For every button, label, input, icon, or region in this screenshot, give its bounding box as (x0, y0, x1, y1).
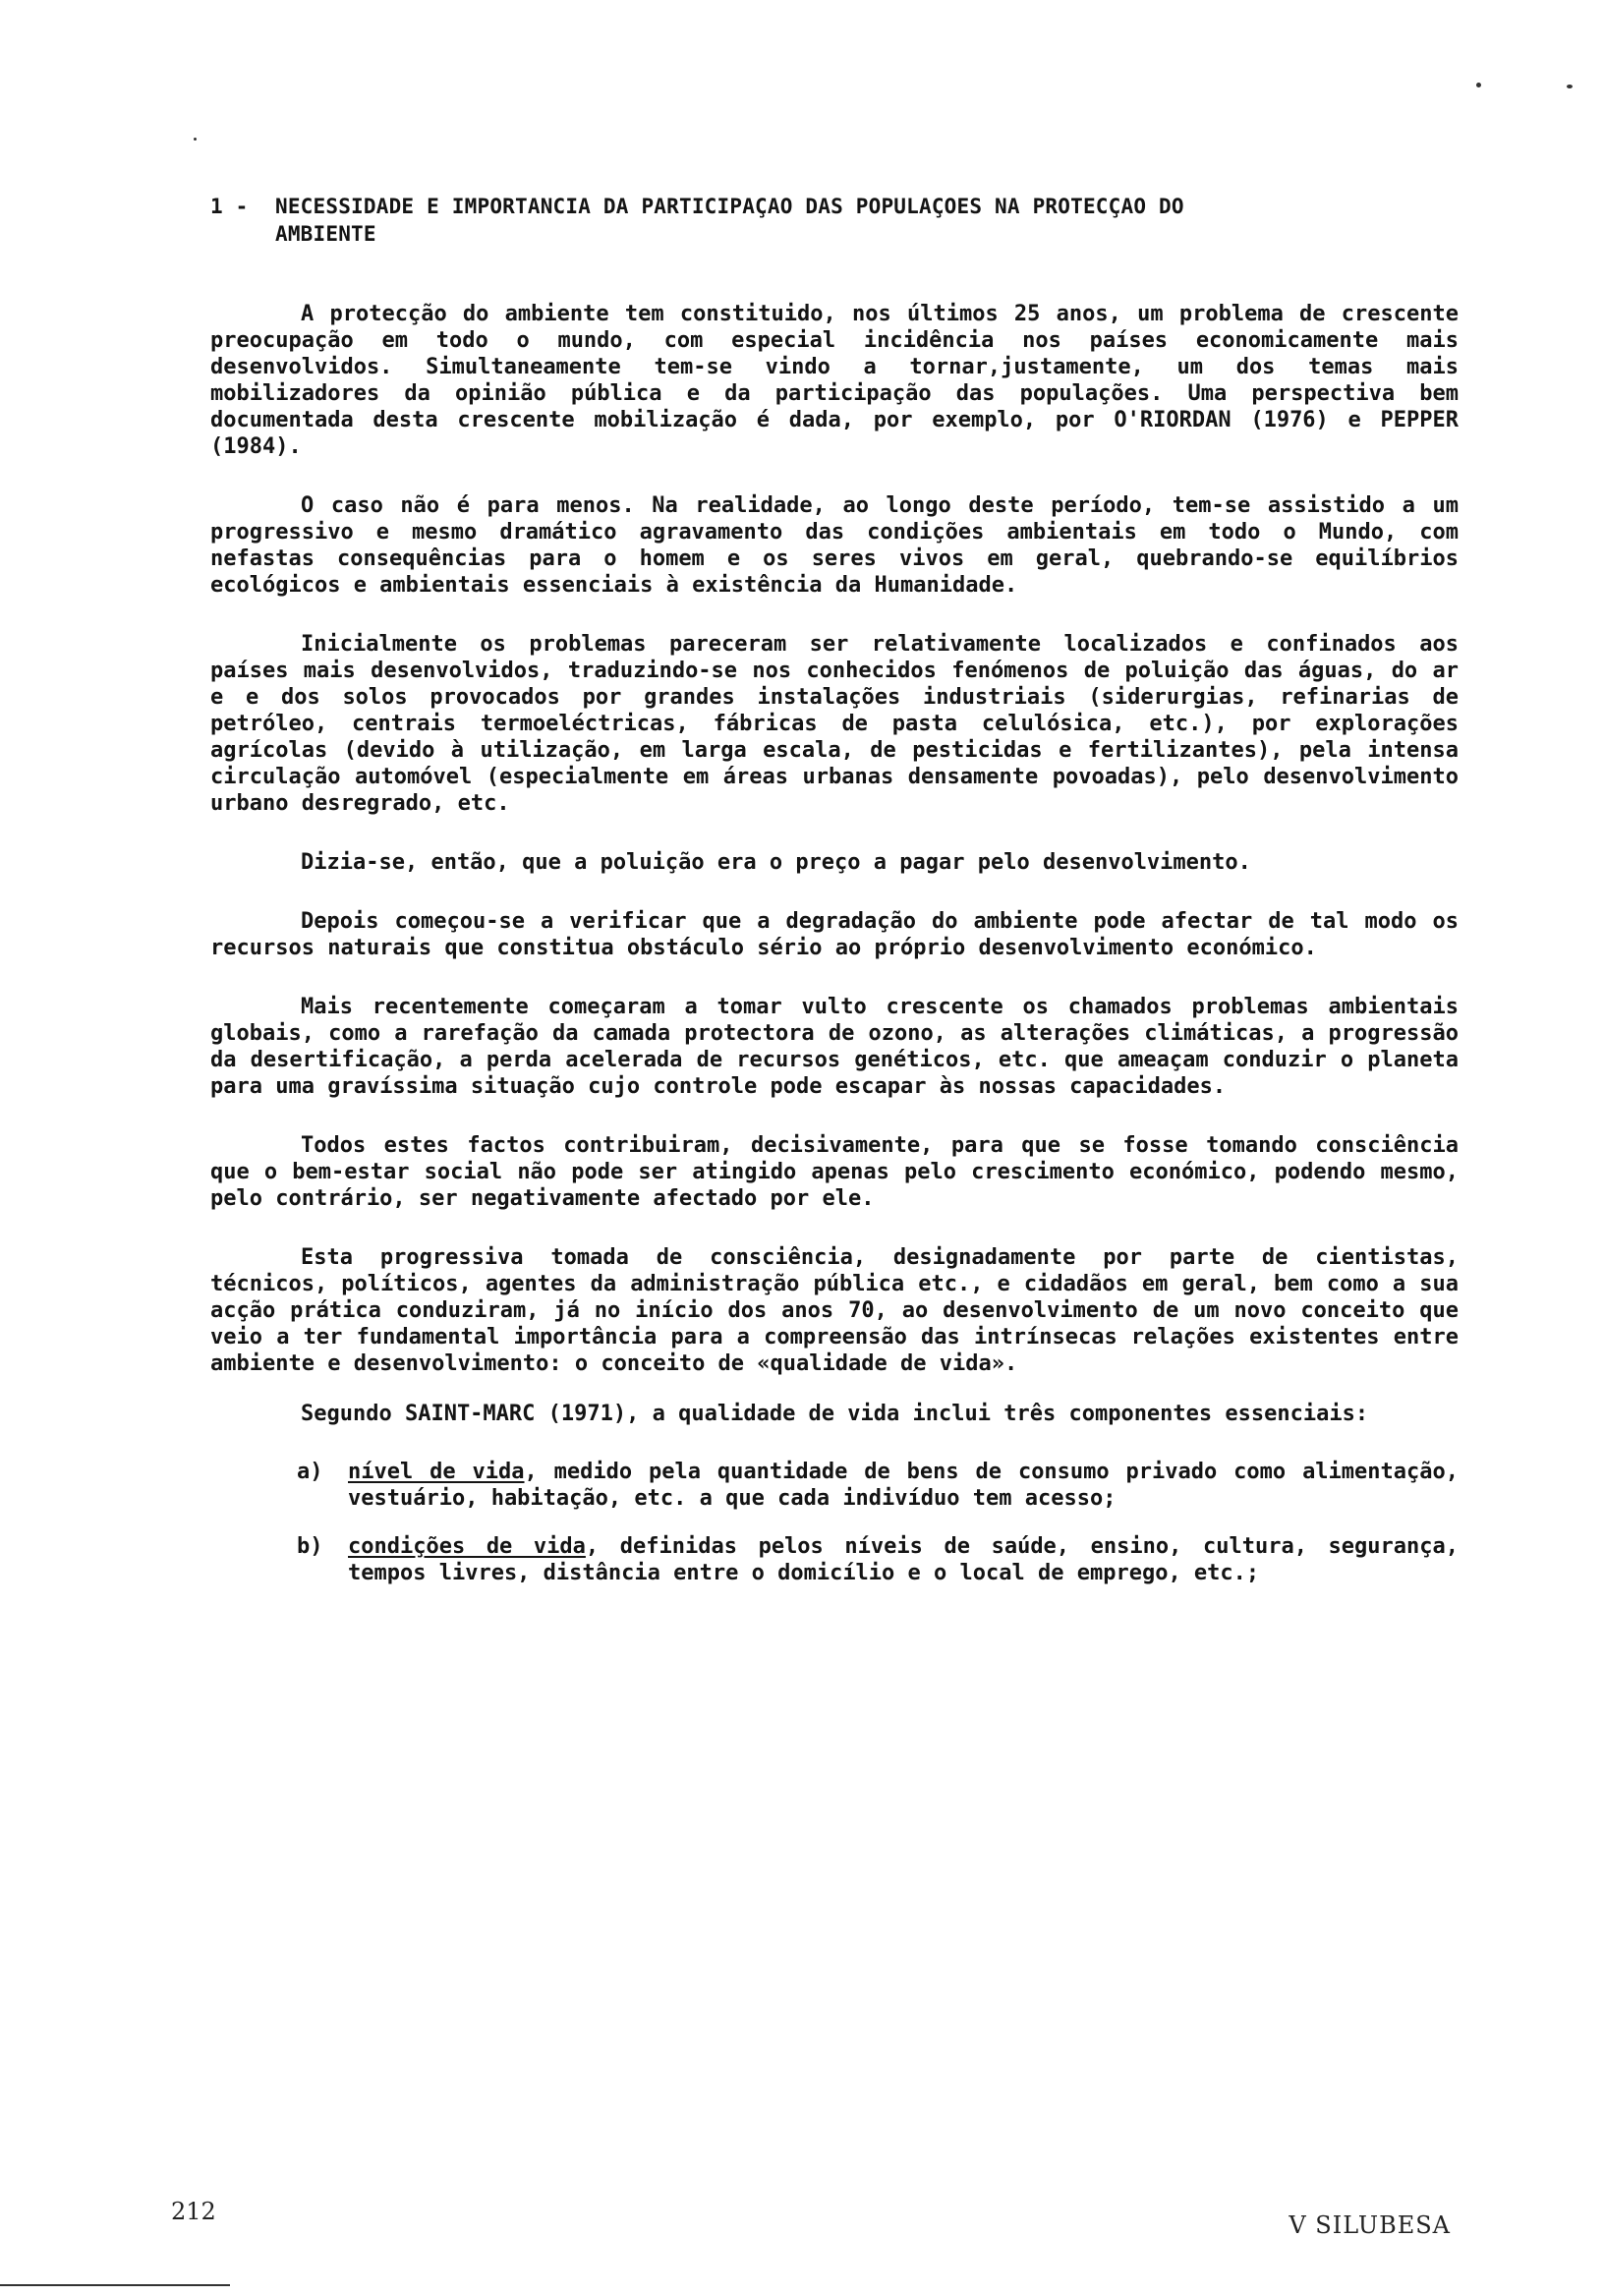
paragraph: Segundo SAINT-MARC (1971), a qualidade de vida inclui três componentes essenciais: (301, 1402, 1369, 1426)
list-term: condições de vida (348, 1534, 586, 1559)
paragraph: Mais recentemente começaram a tomar vulto crescente os chamados problemas ambientais globais, como a rarefação da camada protectora de ozono, as alterações climáticas, a progressão da desertificação, a perda acelerada de recursos genéticos, etc. que ameaçam conduzir o planeta para uma gravíssima situação cujo controle pode escapar às nossas capacidades. (210, 995, 1459, 1099)
section-title-line-2: AMBIENTE (275, 222, 376, 246)
list-item-content (348, 1459, 1459, 1512)
list-term: nível de vida (348, 1460, 525, 1484)
section-number: 1 - (210, 195, 249, 218)
paragraph: Esta progressiva tomada de consciência, designadamente por parte de cientistas, técnicos, políticos, agentes da administração pública etc., e cidadãos em geral, bem como a sua acção prática conduziram, já no início dos anos 70, ao desenvolvimento de um novo conceito que veio a ter fundamental importância para a compreensão das intrínsecas relações existentes entre ambiente e desenvolvimento: o conceito de «qualidade de vida». (210, 1245, 1459, 1376)
scan-speck (194, 138, 197, 141)
paragraph: Dizia-se, então, que a poluição era o preço a pagar pelo desenvolvimento. (301, 850, 1251, 875)
paragraph: O caso não é para menos. Na realidade, ao longo deste período, tem-se assistido a um progressivo e mesmo dramático agravamento das condições ambientais em todo o Mundo, com nefastas consequências para o homem e os seres vivos em geral, quebrando-se equilíbrios ecológicos e ambientais essenciais à existência da Humanidade. (210, 493, 1459, 598)
paragraph: A protecção do ambiente tem constituido, nos últimos 25 anos, um problema de crescente preocupação em todo o mundo, com especial incidência nos países economicamente mais desenvolvidos. Simultaneamente tem-se vindo a tornar,justamente, um dos temas mais mobilizadores da opinião pública e da participação das populações. Uma perspectiva bem documentada desta crescente mobilização é dada, por exemplo, por O'RIORDAN (1976) e PEPPER (1984). (210, 302, 1459, 459)
list-text: , definidas pelos níveis de saúde, ensino, cultura, segurança, tempos livres, distância entre o domicílio e o local de emprego, etc.; (348, 1534, 1460, 1585)
page-number: 212 (171, 2198, 216, 2225)
list-marker: b) (297, 1534, 323, 1559)
publication-footer: V SILUBESA (1289, 2211, 1451, 2239)
list-item-content (348, 1533, 1459, 1586)
section-heading (210, 193, 1478, 248)
section-title-line-1: NECESSIDADE E IMPORTANCIA DA PARTICIPAÇAO DAS POPULAÇOES NA PROTECÇAO DO (275, 195, 1184, 218)
scan-speck (1567, 85, 1573, 88)
body-text (210, 301, 1459, 1608)
scan-edge-rule (0, 2284, 230, 2286)
list-item (210, 1533, 1459, 1586)
scan-speck (1476, 83, 1481, 87)
paragraph: Depois começou-se a verificar que a degradação do ambiente pode afectar de tal modo os recursos naturais que constitua obstáculo sério ao próprio desenvolvimento económico. (210, 909, 1459, 960)
paragraph: Todos estes factos contribuiram, decisivamente, para que se fosse tomando consciência que o bem-estar social não pode ser atingido apenas pelo crescimento económico, podendo mesmo, pelo contrário, ser negativamente afectado por ele. (210, 1133, 1459, 1211)
list-marker: a) (297, 1460, 323, 1484)
list-item (210, 1459, 1459, 1512)
paragraph: Inicialmente os problemas pareceram ser relativamente localizados e confinados aos países mais desenvolvidos, traduzindo-se nos conhecidos fenómenos de poluição das águas, do ar e e dos solos provocados por grandes instalações industriais (siderurgias, refinarias de petróleo, centrais termoeléctricas, fábricas de pasta celulósica, etc.), por explorações agrícolas (devido à utilização, em larga escala, de pesticidas e fertilizantes), pela intensa circulação automóvel (especialmente em áreas urbanas densamente povoadas), pelo desenvolvimento urbano desregrado, etc. (210, 632, 1459, 816)
list-text: , medido pela quantidade de bens de consumo privado como alimentação, vestuário, habitação, etc. a que cada indivíduo tem acesso; (348, 1460, 1460, 1511)
